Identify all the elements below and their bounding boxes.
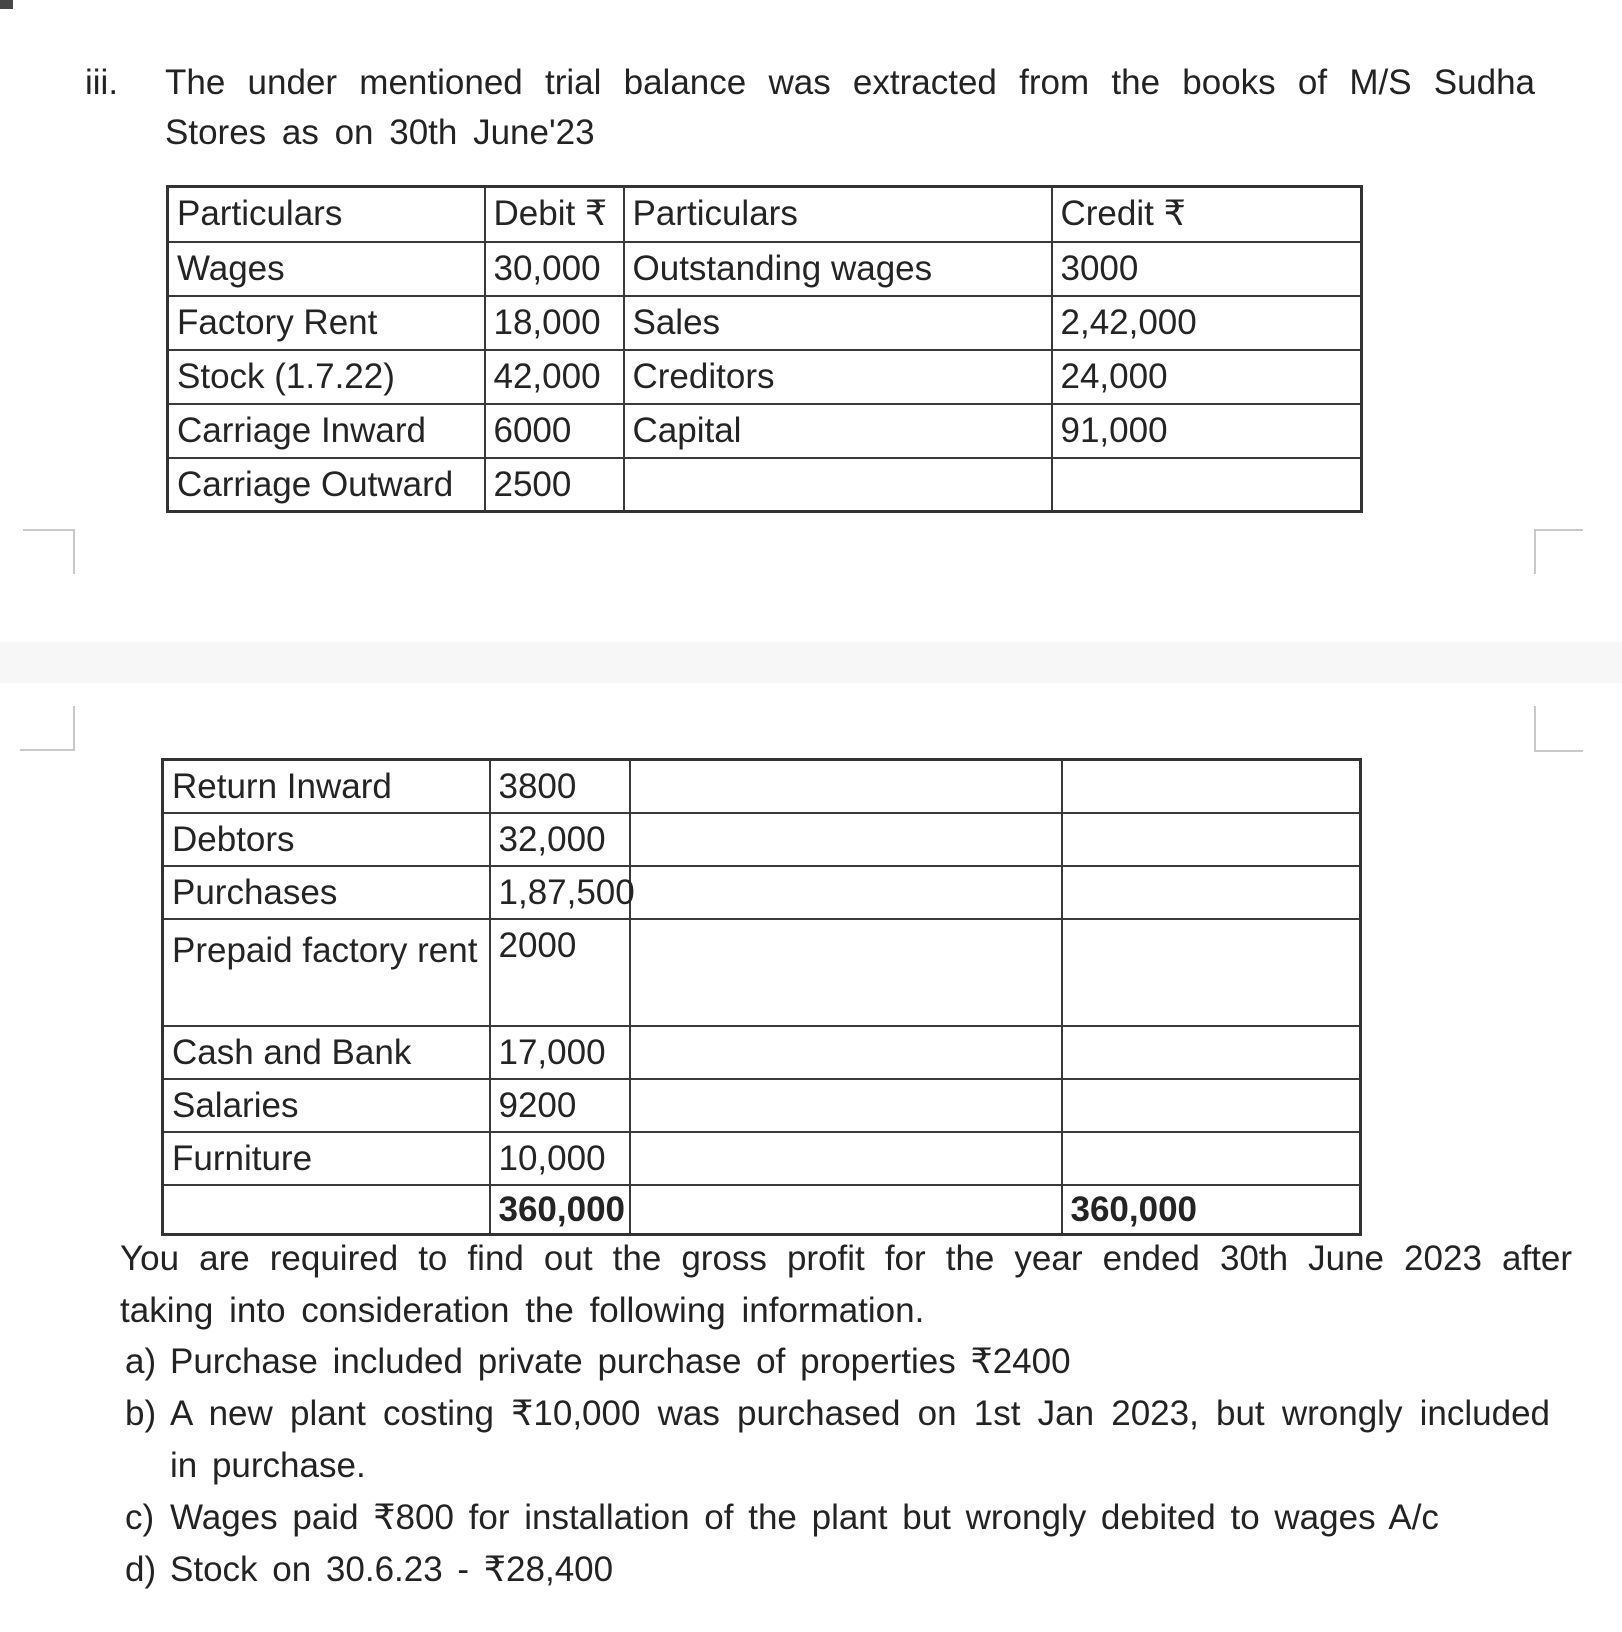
table-cell bbox=[630, 1079, 1062, 1132]
margin-corner-mark-top-right bbox=[1534, 529, 1583, 574]
debit-total: 360,000 bbox=[490, 1185, 630, 1235]
table-cell bbox=[630, 1185, 1062, 1235]
table-cell: Carriage Inward bbox=[168, 404, 485, 458]
table-cell bbox=[630, 760, 1062, 813]
adjustment-list bbox=[125, 1336, 1550, 1596]
table-row bbox=[163, 919, 1361, 1026]
scan-corner-artifact bbox=[0, 0, 13, 9]
margin-corner-mark-top-left bbox=[23, 529, 75, 574]
trial-balance-table bbox=[166, 185, 1363, 513]
header-particulars-credit: Particulars bbox=[624, 187, 1052, 242]
table-row bbox=[163, 813, 1361, 866]
table-cell: 24,000 bbox=[1052, 350, 1362, 404]
table-cell bbox=[624, 458, 1052, 512]
adjustment-text: Purchase included private purchase of properties ₹2400 bbox=[170, 1342, 1071, 1381]
question-number: iii. bbox=[85, 63, 119, 102]
table-row bbox=[168, 242, 1362, 296]
question-intro: The under mentioned trial balance was extracted from the books of M/S Sudha Stores as on 30th June'23 bbox=[165, 63, 1535, 152]
adjustment-item bbox=[125, 1492, 1550, 1544]
table-cell: 2500 bbox=[485, 458, 624, 512]
table-cell: 2000 bbox=[490, 919, 630, 1026]
table-cell bbox=[1062, 866, 1361, 919]
table-cell: Outstanding wages bbox=[624, 242, 1052, 296]
table-cell bbox=[1062, 919, 1361, 1026]
table-row bbox=[168, 296, 1362, 350]
table-cell bbox=[163, 919, 490, 1026]
table-row bbox=[168, 458, 1362, 512]
adjustment-label: b) bbox=[125, 1394, 157, 1433]
table-cell: Sales bbox=[624, 296, 1052, 350]
table-cell bbox=[163, 1185, 490, 1235]
margin-corner-mark-bottom-right bbox=[1534, 706, 1583, 752]
adjustment-label: a) bbox=[125, 1342, 157, 1381]
table-cell: Creditors bbox=[624, 350, 1052, 404]
table-cell: Salaries bbox=[163, 1079, 490, 1132]
table-cell bbox=[630, 1132, 1062, 1185]
table-total-row bbox=[163, 1185, 1361, 1235]
adjustment-text: A new plant costing ₹10,000 was purchased on 1st Jan 2023, but wrongly included in purchase. bbox=[170, 1394, 1550, 1485]
table-row bbox=[168, 404, 1362, 458]
table-cell bbox=[1062, 1079, 1361, 1132]
page-break-band bbox=[0, 642, 1622, 683]
table-cell bbox=[630, 919, 1062, 1026]
table-cell: 30,000 bbox=[485, 242, 624, 296]
header-particulars-debit: Particulars bbox=[168, 187, 485, 242]
table-cell bbox=[630, 866, 1062, 919]
table-cell: Cash and Bank bbox=[163, 1026, 490, 1079]
adjustment-label: d) bbox=[125, 1550, 157, 1589]
credit-total: 360,000 bbox=[1062, 1185, 1361, 1235]
trial-balance-continuation-table bbox=[161, 758, 1362, 1236]
table-cell: Carriage Outward bbox=[168, 458, 485, 512]
table-row bbox=[163, 1026, 1361, 1079]
table-cell bbox=[1052, 458, 1362, 512]
table-cell: Furniture bbox=[163, 1132, 490, 1185]
table-cell: Return Inward bbox=[163, 760, 490, 813]
table-cell: 42,000 bbox=[485, 350, 624, 404]
header-credit-amount: Credit ₹ bbox=[1052, 187, 1362, 242]
table-cell: 2,42,000 bbox=[1052, 296, 1362, 350]
cell-text: Prepaid factory rent bbox=[172, 930, 478, 970]
table-cell: 6000 bbox=[485, 404, 624, 458]
adjustment-item bbox=[125, 1544, 1550, 1596]
table-cell: 9200 bbox=[490, 1079, 630, 1132]
table-cell: 91,000 bbox=[1052, 404, 1362, 458]
table-cell bbox=[630, 813, 1062, 866]
table-cell: Wages bbox=[168, 242, 485, 296]
table-cell: 3800 bbox=[490, 760, 630, 813]
table-cell: 3000 bbox=[1052, 242, 1362, 296]
requirement-paragraph: You are required to find out the gross profit for the year ended 30th June 2023 after taking into consideration the following information. bbox=[120, 1239, 1572, 1330]
table-cell bbox=[630, 1026, 1062, 1079]
adjustment-label: c) bbox=[125, 1498, 155, 1537]
adjustment-item bbox=[125, 1388, 1550, 1492]
table-cell: Purchases bbox=[163, 866, 490, 919]
table-cell bbox=[1062, 813, 1361, 866]
table-cell: 1,87,500 bbox=[490, 866, 630, 919]
table-cell: Factory Rent bbox=[168, 296, 485, 350]
table-cell bbox=[1062, 760, 1361, 813]
table-cell bbox=[1062, 1026, 1361, 1079]
adjustment-text: Wages paid ₹800 for installation of the plant but wrongly debited to wages A/c bbox=[170, 1498, 1439, 1537]
header-debit-amount: Debit ₹ bbox=[485, 187, 624, 242]
margin-corner-mark-bottom-left bbox=[20, 706, 75, 751]
table-cell: Debtors bbox=[163, 813, 490, 866]
table-row bbox=[163, 760, 1361, 813]
adjustment-text: Stock on 30.6.23 - ₹28,400 bbox=[170, 1550, 614, 1589]
table-row bbox=[163, 1132, 1361, 1185]
table-row bbox=[168, 350, 1362, 404]
table-cell: 17,000 bbox=[490, 1026, 630, 1079]
table-header-row bbox=[168, 187, 1362, 242]
table-row bbox=[163, 866, 1361, 919]
table-cell: Stock (1.7.22) bbox=[168, 350, 485, 404]
table-cell: 10,000 bbox=[490, 1132, 630, 1185]
adjustment-item bbox=[125, 1336, 1550, 1388]
table-cell bbox=[1062, 1132, 1361, 1185]
table-cell: 32,000 bbox=[490, 813, 630, 866]
table-cell: 18,000 bbox=[485, 296, 624, 350]
table-row bbox=[163, 1079, 1361, 1132]
table-cell: Capital bbox=[624, 404, 1052, 458]
